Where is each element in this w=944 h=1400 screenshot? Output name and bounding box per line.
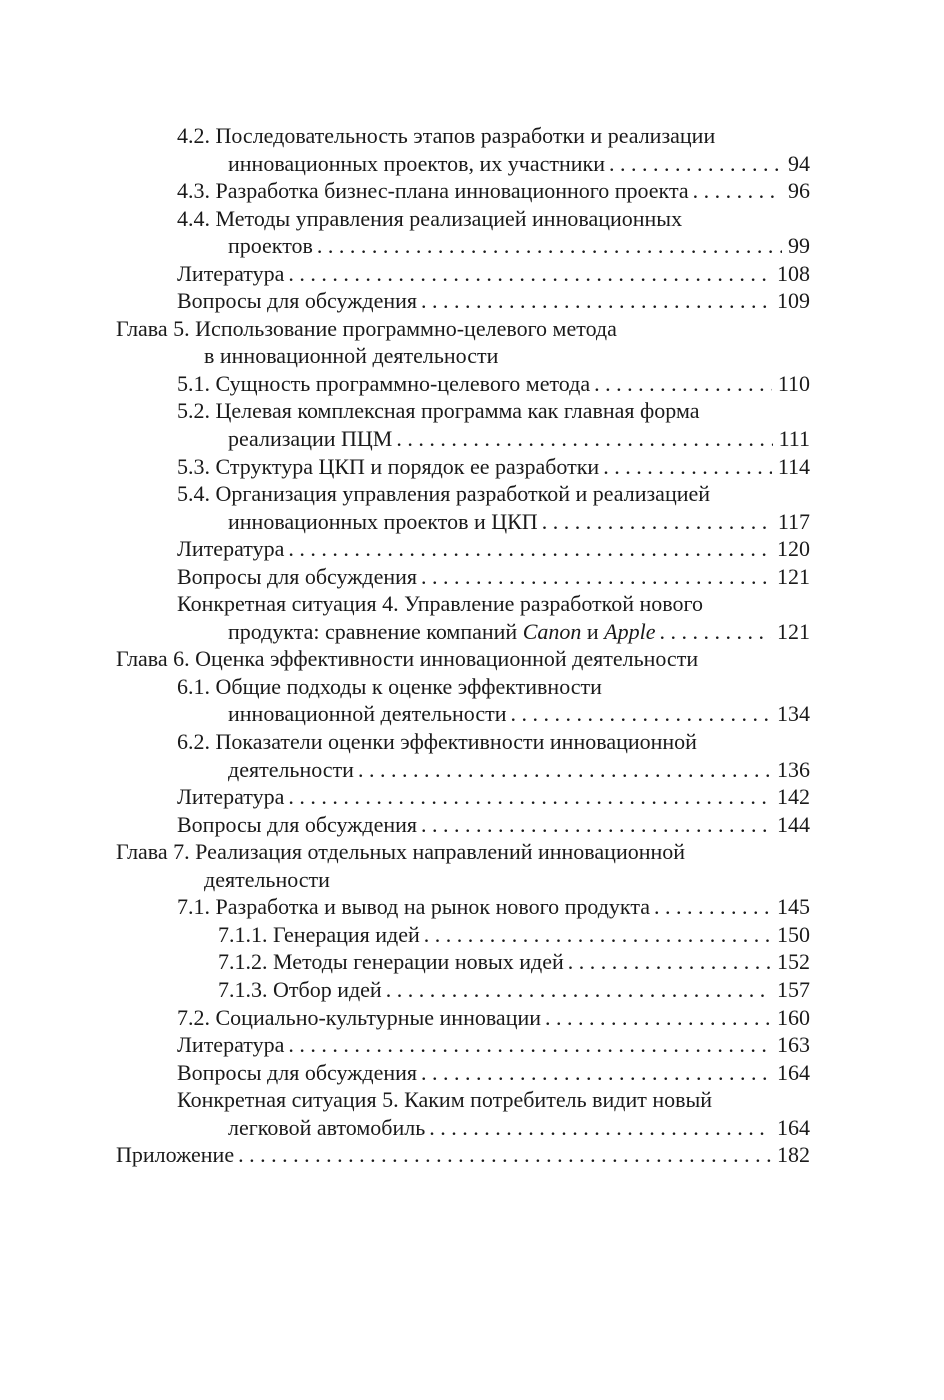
toc-text: легковой автомобиль [228,1114,426,1140]
dot-leader [568,948,771,976]
page-number: 182 [777,1142,810,1168]
toc-entry [0,260,810,288]
dot-leader [542,508,772,536]
dot-leader [288,783,771,811]
page-number: 120 [777,536,810,562]
page-number: 160 [777,1004,810,1030]
toc-entry [0,1004,810,1032]
page-number: 99 [788,233,810,259]
toc-text: 4.4. Методы управления реализацией инновационных [177,205,683,231]
toc-entry [0,453,810,481]
toc-text-part: продукта: сравнение компаний [228,618,518,644]
toc-text: 5.4. Организация управления разработкой и реализацией [177,481,711,507]
dot-leader [654,893,771,921]
toc-heading-line [0,122,944,150]
toc-entry [0,893,810,921]
toc-text: Литература [177,260,285,286]
toc-text: инновационной деятельности [228,701,507,727]
page-number: 94 [788,150,810,176]
dot-leader [421,1059,771,1087]
toc-text: Литература [177,784,285,810]
toc-text: 5.2. Целевая комплексная программа как главная форма [177,398,700,424]
toc-heading-line [0,1086,944,1114]
dot-leader [238,1141,771,1169]
page-number: 157 [777,976,810,1002]
toc-text: 7.1. Разработка и вывод на рынок нового продукта [177,894,650,920]
toc-entry [0,618,810,646]
dot-leader [603,453,772,481]
toc-text: в инновационной деятельности [204,343,499,369]
toc-entry [0,425,810,453]
dot-leader [288,260,771,288]
toc-text: деятельности [204,866,330,892]
toc-entry [0,700,810,728]
page-number: 121 [777,618,810,644]
toc-entry [0,563,810,591]
toc-text: Конкретная ситуация 4. Управление разработкой нового [177,591,703,617]
toc-entry [0,1114,810,1142]
dot-leader [421,287,771,315]
page-number: 108 [777,260,810,286]
company-name: Canon [522,618,582,644]
page-number: 142 [777,784,810,810]
page-number: 152 [777,949,810,975]
toc-text: 4.2. Последовательность этапов разработки и реализации [177,123,716,148]
toc-text: Конкретная ситуация 5. Каким потребитель видит новый [177,1087,713,1113]
toc-entry [0,1031,810,1059]
dot-leader [594,370,772,398]
toc-heading-line [0,645,944,673]
toc-text: проектов [228,233,313,259]
toc-heading-line [0,205,944,233]
toc-text: Вопросы для обсуждения [177,811,418,837]
page-number: 121 [777,563,810,589]
toc-entry [0,535,810,563]
toc-entry [0,287,810,315]
toc-text: инновационных проектов и ЦКП [228,508,538,534]
toc-entry [0,756,810,784]
page-number: 109 [777,288,810,314]
toc-heading-line [0,480,944,508]
toc-heading-line [0,315,944,343]
toc-entry [0,508,810,536]
toc-text: Глава 7. Реализация отдельных направлений инновационной [116,839,686,865]
toc-text: Глава 5. Использование программно-целевого метода [116,315,617,341]
page-number: 117 [777,508,810,534]
page-number: 96 [788,178,810,204]
table-of-contents [0,122,944,1169]
toc-text: реализации ПЦМ [228,426,393,452]
dot-leader [511,700,772,728]
dot-leader [660,618,772,646]
toc-text: Вопросы для обсуждения [177,563,418,589]
page-number: 164 [777,1114,810,1140]
dot-leader [421,563,771,591]
toc-entry [0,783,810,811]
toc-entry [0,921,810,949]
toc-entry [0,948,810,976]
toc-text: 6.1. Общие подходы к оценке эффективности [177,673,602,699]
toc-text: Литература [177,536,285,562]
toc-text: инновационных проектов, их участники [228,150,605,176]
toc-text: 7.1.3. Отбор идей [218,976,382,1002]
toc-heading-line [0,866,944,894]
dot-leader [545,1004,771,1032]
dot-leader [358,756,771,784]
toc-entry [0,150,810,178]
toc-entry [0,177,810,205]
page-number: 144 [777,811,810,837]
toc-text: Приложение [116,1142,235,1168]
toc-heading-line [0,397,944,425]
toc-text: Литература [177,1032,285,1058]
page-number: 111 [778,426,810,452]
toc-text: 6.2. Показатели оценки эффективности инновационной [177,729,697,755]
page-number: 110 [777,370,810,396]
dot-leader [386,976,771,1004]
company-name: Apple [604,618,656,644]
page-number: 145 [777,894,810,920]
toc-heading-line [0,838,944,866]
toc-text: 5.1. Сущность программно-целевого метода [177,370,591,396]
toc-heading-line [0,342,944,370]
toc-text: Вопросы для обсуждения [177,288,418,314]
toc-text: 5.3. Структура ЦКП и порядок ее разработки [177,453,600,479]
toc-text: 4.3. Разработка бизнес-плана инновационного проекта [177,178,689,204]
page-number: 150 [777,921,810,947]
toc-entry [0,1059,810,1087]
toc-text: 7.1.2. Методы генерации новых идей [218,949,564,975]
toc-entry [0,976,810,1004]
dot-leader [421,811,771,839]
page-number: 164 [777,1059,810,1085]
toc-text-part: и [581,618,605,644]
dot-leader [288,1031,771,1059]
toc-text: 7.1.1. Генерация идей [218,921,420,947]
page-number: 134 [777,701,810,727]
dot-leader [693,177,782,205]
toc-entry [0,811,810,839]
dot-leader [317,232,782,260]
toc-text: Глава 6. Оценка эффективности инновационной деятельности [116,646,699,672]
page-number: 163 [777,1032,810,1058]
toc-text [228,618,656,646]
toc-entry [0,370,810,398]
toc-heading-line [0,673,944,701]
page-number: 136 [777,756,810,782]
dot-leader [288,535,771,563]
toc-heading-line [0,590,944,618]
toc-entry [0,1141,810,1169]
toc-text: деятельности [228,756,354,782]
dot-leader [396,425,772,453]
page-number: 114 [777,453,810,479]
dot-leader [429,1114,771,1142]
dot-leader [609,150,782,178]
toc-text: 7.2. Социально-культурные инновации [177,1004,542,1030]
toc-entry [0,232,810,260]
dot-leader [424,921,771,949]
toc-heading-line [0,728,944,756]
toc-text: Вопросы для обсуждения [177,1059,418,1085]
